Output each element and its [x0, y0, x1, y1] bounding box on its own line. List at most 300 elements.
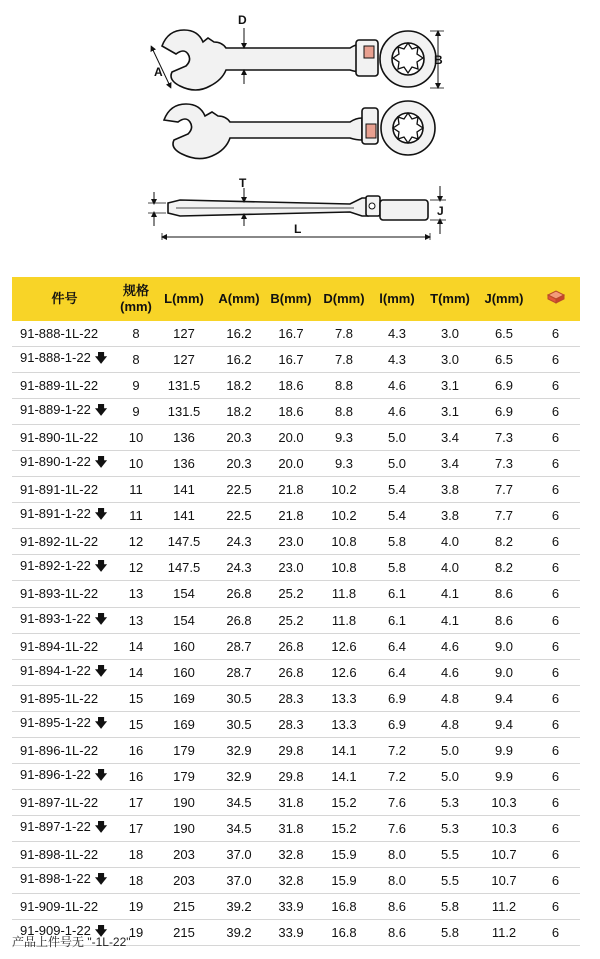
- cell-b: 18.6: [265, 399, 317, 425]
- wrench-side-view: [168, 196, 428, 220]
- table-row: [12, 503, 580, 529]
- cell-d: 11.8: [317, 607, 371, 633]
- cell-part-no: [12, 633, 117, 659]
- cell-d: 12.6: [317, 633, 371, 659]
- cell-size: 10: [117, 425, 155, 451]
- table-header-row: [12, 277, 580, 321]
- cell-part-no: [12, 477, 117, 503]
- cell-part-no: [12, 789, 117, 815]
- table-row: [12, 789, 580, 815]
- cell-b: 26.8: [265, 633, 317, 659]
- cell-d: 14.1: [317, 763, 371, 789]
- dim-label-l: L: [294, 222, 302, 236]
- cell-b: 21.8: [265, 477, 317, 503]
- cell-part-no: [12, 581, 117, 607]
- cell-a: 37.0: [213, 867, 265, 893]
- cell-qty: 6: [531, 920, 580, 946]
- cell-size: 9: [117, 373, 155, 399]
- cell-size: 13: [117, 607, 155, 633]
- header-package: [531, 277, 580, 321]
- wrench-middle-view: [164, 101, 435, 159]
- cell-b: 16.7: [265, 347, 317, 373]
- cell-l: 136: [155, 451, 213, 477]
- cell-d: 13.3: [317, 685, 371, 711]
- table-row: [12, 347, 580, 373]
- header-t: T(mm): [423, 277, 477, 321]
- down-arrow-icon: 🡇: [94, 872, 108, 886]
- cell-d: 15.9: [317, 841, 371, 867]
- part-no-text: 91-895-1-22: [20, 714, 91, 730]
- cell-a: 22.5: [213, 477, 265, 503]
- table-row: [12, 555, 580, 581]
- table-row: [12, 633, 580, 659]
- down-arrow-icon: 🡇: [94, 403, 108, 418]
- cell-part-no: [12, 685, 117, 711]
- cell-part-no: [12, 894, 117, 920]
- part-no-text: 91-893-1L-22: [20, 586, 99, 602]
- cell-d: 12.6: [317, 659, 371, 685]
- cell-l: 8.0: [371, 841, 423, 867]
- cell-part-no: [12, 373, 117, 399]
- cell-part-no: [12, 737, 117, 763]
- header-l: L(mm): [155, 277, 213, 321]
- cell-qty: 6: [531, 373, 580, 399]
- cell-a: 24.3: [213, 555, 265, 581]
- cell-d: 15.2: [317, 815, 371, 841]
- down-arrow-icon: 🡇: [94, 663, 108, 678]
- cell-b: 29.8: [265, 763, 317, 789]
- footnote: 产品上件号无 "-1L-22": [12, 935, 131, 949]
- cell-b: 21.8: [265, 503, 317, 529]
- table-row: [12, 321, 580, 347]
- header-b: B(mm): [265, 277, 317, 321]
- cell-qty: 6: [531, 737, 580, 763]
- part-no-text: 91-888-1L-22: [20, 326, 99, 342]
- cell-qty: 6: [531, 321, 580, 347]
- part-no-text: 91-898-1L-22: [20, 846, 99, 862]
- cell-d: 10.8: [317, 555, 371, 581]
- cell-a: 22.5: [213, 503, 265, 529]
- cell-qty: 6: [531, 347, 580, 373]
- cell-qty: 6: [531, 529, 580, 555]
- cell-a: 20.3: [213, 451, 265, 477]
- down-arrow-icon: 🡇: [94, 819, 108, 834]
- cell-b: 29.8: [265, 737, 317, 763]
- cell-b: 16.7: [265, 321, 317, 347]
- cell-a: 26.8: [213, 581, 265, 607]
- cell-j: 9.4: [477, 685, 531, 711]
- cell-b: 33.9: [265, 894, 317, 920]
- cell-size: 17: [117, 815, 155, 841]
- cell-l: 154: [155, 607, 213, 633]
- cell-t: 5.8: [423, 894, 477, 920]
- cell-l: 147.5: [155, 529, 213, 555]
- cell-d: 9.3: [317, 451, 371, 477]
- cell-part-no: [12, 425, 117, 451]
- cell-t: 5.3: [423, 789, 477, 815]
- cell-t: 5.5: [423, 841, 477, 867]
- cell-qty: 6: [531, 399, 580, 425]
- part-no-text: 91-888-1-22: [20, 350, 91, 366]
- cell-qty: 6: [531, 867, 580, 893]
- cell-a: 16.2: [213, 347, 265, 373]
- table-row: [12, 529, 580, 555]
- cell-b: 32.8: [265, 841, 317, 867]
- cell-d: 15.2: [317, 789, 371, 815]
- cell-l: 160: [155, 659, 213, 685]
- cell-l: 7.6: [371, 789, 423, 815]
- cell-t: 3.0: [423, 321, 477, 347]
- cell-j: 11.2: [477, 894, 531, 920]
- cell-l: 6.1: [371, 607, 423, 633]
- part-no-text: 91-893-1-22: [20, 610, 91, 626]
- cell-l: 190: [155, 815, 213, 841]
- header-part-no: 件号: [12, 277, 117, 321]
- cell-d: 16.8: [317, 894, 371, 920]
- cell-b: 18.6: [265, 373, 317, 399]
- cell-size: 12: [117, 555, 155, 581]
- cell-qty: 6: [531, 685, 580, 711]
- cell-l: 6.9: [371, 685, 423, 711]
- cell-part-no: [12, 347, 117, 373]
- wrench-top-view: [162, 30, 436, 90]
- cell-qty: 6: [531, 607, 580, 633]
- cell-a: 18.2: [213, 373, 265, 399]
- table-row: [12, 477, 580, 503]
- cell-a: 39.2: [213, 894, 265, 920]
- down-arrow-icon: 🡇: [94, 559, 108, 574]
- cell-qty: 6: [531, 789, 580, 815]
- cell-a: 34.5: [213, 789, 265, 815]
- part-no-text: 91-909-1-22: [20, 923, 91, 939]
- cell-qty: 6: [531, 477, 580, 503]
- cell-a: 18.2: [213, 399, 265, 425]
- cell-size: 14: [117, 633, 155, 659]
- cell-size: 19: [117, 920, 155, 946]
- cell-b: 31.8: [265, 789, 317, 815]
- table-row: [12, 685, 580, 711]
- cell-j: 10.3: [477, 789, 531, 815]
- cell-part-no: [12, 867, 117, 893]
- cell-b: 31.8: [265, 815, 317, 841]
- cell-qty: 6: [531, 633, 580, 659]
- cell-qty: 6: [531, 425, 580, 451]
- cell-qty: 6: [531, 711, 580, 737]
- part-no-text: 91-897-1-22: [20, 818, 91, 834]
- cell-t: 3.4: [423, 425, 477, 451]
- cell-l: 8.6: [371, 920, 423, 946]
- table-row: [12, 607, 580, 633]
- cell-t: 4.8: [423, 685, 477, 711]
- cell-size: 15: [117, 685, 155, 711]
- cell-a: 16.2: [213, 321, 265, 347]
- cell-t: 3.8: [423, 503, 477, 529]
- cell-d: 15.9: [317, 867, 371, 893]
- cell-l: 6.9: [371, 711, 423, 737]
- cell-j: 8.6: [477, 607, 531, 633]
- cell-size: 8: [117, 321, 155, 347]
- part-no-text: 91-889-1-22: [20, 402, 91, 418]
- table-row: [12, 581, 580, 607]
- cell-l: 131.5: [155, 399, 213, 425]
- table-row: [12, 841, 580, 867]
- cell-l: 131.5: [155, 373, 213, 399]
- table-row: [12, 763, 580, 789]
- cell-j: 6.9: [477, 373, 531, 399]
- part-no-text: 91-896-1L-22: [20, 742, 99, 758]
- cell-a: 30.5: [213, 711, 265, 737]
- cell-t: 4.6: [423, 659, 477, 685]
- part-no-text: 91-894-1L-22: [20, 638, 99, 654]
- cell-d: 7.8: [317, 347, 371, 373]
- cell-b: 25.2: [265, 607, 317, 633]
- cell-t: 5.0: [423, 763, 477, 789]
- cell-qty: 6: [531, 841, 580, 867]
- cell-t: 4.0: [423, 555, 477, 581]
- cell-size: 8: [117, 347, 155, 373]
- cell-l: 8.6: [371, 894, 423, 920]
- cell-j: 10.7: [477, 841, 531, 867]
- cell-d: 10.2: [317, 503, 371, 529]
- header-l-small: l(mm): [371, 277, 423, 321]
- cell-part-no: [12, 711, 117, 737]
- cell-l: 141: [155, 503, 213, 529]
- part-no-text: 91-891-1-22: [20, 506, 91, 522]
- cell-a: 32.9: [213, 737, 265, 763]
- cell-l: 8.0: [371, 867, 423, 893]
- cell-size: 19: [117, 894, 155, 920]
- wrench-diagram: [0, 0, 600, 270]
- cell-l: 190: [155, 789, 213, 815]
- cell-l: 6.4: [371, 633, 423, 659]
- table-body: [12, 321, 580, 946]
- table-row: [12, 659, 580, 685]
- cell-b: 20.0: [265, 425, 317, 451]
- cell-d: 11.8: [317, 581, 371, 607]
- table-row: [12, 867, 580, 893]
- table-row: [12, 711, 580, 737]
- cell-size: 16: [117, 763, 155, 789]
- cell-t: 5.0: [423, 737, 477, 763]
- cell-t: 4.1: [423, 607, 477, 633]
- cell-j: 7.7: [477, 503, 531, 529]
- cell-qty: 6: [531, 815, 580, 841]
- table-row: [12, 425, 580, 451]
- cell-size: 12: [117, 529, 155, 555]
- cell-qty: 6: [531, 894, 580, 920]
- cell-b: 28.3: [265, 711, 317, 737]
- cell-a: 39.2: [213, 920, 265, 946]
- cell-j: 8.6: [477, 581, 531, 607]
- cell-size: 11: [117, 503, 155, 529]
- cell-a: 28.7: [213, 659, 265, 685]
- cell-part-no: [12, 529, 117, 555]
- cell-l: 5.0: [371, 451, 423, 477]
- cell-a: 34.5: [213, 815, 265, 841]
- cell-l: 6.4: [371, 659, 423, 685]
- cell-part-no: [12, 503, 117, 529]
- dim-label-a: A: [154, 65, 163, 79]
- cell-size: 13: [117, 581, 155, 607]
- part-no-text: 91-892-1L-22: [20, 534, 99, 550]
- cell-d: 13.3: [317, 711, 371, 737]
- cell-l: 7.2: [371, 737, 423, 763]
- cell-qty: 6: [531, 581, 580, 607]
- part-no-text: 91-894-1-22: [20, 662, 91, 678]
- part-no-text: 91-890-1-22: [20, 454, 91, 470]
- cell-l: 6.1: [371, 581, 423, 607]
- cell-l: 203: [155, 867, 213, 893]
- cell-j: 10.3: [477, 815, 531, 841]
- cell-d: 8.8: [317, 399, 371, 425]
- cell-l: 5.0: [371, 425, 423, 451]
- cell-b: 25.2: [265, 581, 317, 607]
- part-no-text: 91-889-1L-22: [20, 378, 99, 394]
- cell-j: 11.2: [477, 920, 531, 946]
- cell-part-no: [12, 607, 117, 633]
- cell-j: 6.5: [477, 321, 531, 347]
- cell-j: 7.7: [477, 477, 531, 503]
- cell-qty: 6: [531, 503, 580, 529]
- header-j: J(mm): [477, 277, 531, 321]
- cell-t: 4.0: [423, 529, 477, 555]
- cell-size: 14: [117, 659, 155, 685]
- down-arrow-icon: 🡇: [94, 715, 108, 730]
- cell-d: 16.8: [317, 920, 371, 946]
- cell-j: 6.9: [477, 399, 531, 425]
- cell-j: 9.4: [477, 711, 531, 737]
- table-row: [12, 451, 580, 477]
- cell-t: 3.8: [423, 477, 477, 503]
- table-row: [12, 399, 580, 425]
- part-no-text: 91-909-1L-22: [20, 899, 99, 915]
- cell-l: 4.6: [371, 399, 423, 425]
- cell-t: 3.1: [423, 399, 477, 425]
- cell-l: 179: [155, 763, 213, 789]
- cell-a: 32.9: [213, 763, 265, 789]
- cell-part-no: [12, 841, 117, 867]
- cell-l: 7.2: [371, 763, 423, 789]
- cell-qty: 6: [531, 555, 580, 581]
- cell-l: 203: [155, 841, 213, 867]
- cell-l: 147.5: [155, 555, 213, 581]
- dim-label-b: B: [434, 53, 443, 67]
- cell-j: 10.7: [477, 867, 531, 893]
- cell-part-no: [12, 763, 117, 789]
- cell-t: 4.1: [423, 581, 477, 607]
- cell-a: 24.3: [213, 529, 265, 555]
- cell-j: 9.9: [477, 737, 531, 763]
- cell-t: 5.8: [423, 920, 477, 946]
- cell-part-no: [12, 321, 117, 347]
- down-arrow-icon: 🡇: [94, 611, 108, 626]
- cell-l: 215: [155, 920, 213, 946]
- cell-size: 18: [117, 867, 155, 893]
- table-row: [12, 373, 580, 399]
- part-no-text: 91-898-1-22: [20, 871, 91, 886]
- cell-l: 4.3: [371, 321, 423, 347]
- cell-j: 8.2: [477, 555, 531, 581]
- cell-qty: 6: [531, 451, 580, 477]
- header-d: D(mm): [317, 277, 371, 321]
- cell-d: 8.8: [317, 373, 371, 399]
- cell-l: 4.3: [371, 347, 423, 373]
- cell-t: 4.8: [423, 711, 477, 737]
- cell-part-no: [12, 659, 117, 685]
- table-row: [12, 815, 580, 841]
- part-no-text: 91-897-1L-22: [20, 794, 99, 810]
- cell-j: 9.0: [477, 633, 531, 659]
- header-size-line1: 规格: [122, 283, 149, 298]
- cell-l: 136: [155, 425, 213, 451]
- cell-qty: 6: [531, 659, 580, 685]
- cell-l: 7.6: [371, 815, 423, 841]
- cell-t: 3.0: [423, 347, 477, 373]
- cell-size: 10: [117, 451, 155, 477]
- cell-size: 17: [117, 789, 155, 815]
- cell-size: 15: [117, 711, 155, 737]
- cell-b: 23.0: [265, 529, 317, 555]
- cell-size: 18: [117, 841, 155, 867]
- down-arrow-icon: 🡇: [94, 351, 108, 366]
- part-no-text: 91-890-1L-22: [20, 430, 99, 446]
- down-arrow-icon: 🡇: [94, 507, 108, 522]
- part-no-text: 91-891-1L-22: [20, 482, 99, 498]
- header-a: A(mm): [213, 277, 265, 321]
- cell-t: 5.3: [423, 815, 477, 841]
- cell-l: 5.4: [371, 503, 423, 529]
- cell-j: 9.0: [477, 659, 531, 685]
- dim-label-j: J: [437, 204, 444, 218]
- cell-a: 37.0: [213, 841, 265, 867]
- cell-l: 5.8: [371, 555, 423, 581]
- cell-b: 20.0: [265, 451, 317, 477]
- table-row: [12, 894, 580, 920]
- cell-t: 4.6: [423, 633, 477, 659]
- cell-t: 3.4: [423, 451, 477, 477]
- cell-size: 16: [117, 737, 155, 763]
- cell-d: 14.1: [317, 737, 371, 763]
- cell-j: 8.2: [477, 529, 531, 555]
- dim-label-d: D: [238, 13, 247, 27]
- spec-table: [12, 277, 580, 946]
- cell-a: 26.8: [213, 607, 265, 633]
- header-size: [117, 277, 155, 321]
- cell-l: 4.6: [371, 373, 423, 399]
- cell-part-no: [12, 555, 117, 581]
- cell-a: 28.7: [213, 633, 265, 659]
- cell-l: 127: [155, 347, 213, 373]
- cell-part-no: [12, 399, 117, 425]
- cell-l: 154: [155, 581, 213, 607]
- down-arrow-icon: 🡇: [94, 767, 108, 782]
- cell-l: 141: [155, 477, 213, 503]
- cell-size: 9: [117, 399, 155, 425]
- table-row: [12, 737, 580, 763]
- cell-size: 11: [117, 477, 155, 503]
- cell-b: 33.9: [265, 920, 317, 946]
- cell-j: 7.3: [477, 425, 531, 451]
- header-size-line2: (mm): [120, 299, 152, 314]
- cell-qty: 6: [531, 763, 580, 789]
- cell-d: 10.2: [317, 477, 371, 503]
- cell-j: 6.5: [477, 347, 531, 373]
- cell-b: 28.3: [265, 685, 317, 711]
- cell-t: 3.1: [423, 373, 477, 399]
- cell-b: 26.8: [265, 659, 317, 685]
- cell-a: 30.5: [213, 685, 265, 711]
- part-no-text: 91-892-1-22: [20, 558, 91, 574]
